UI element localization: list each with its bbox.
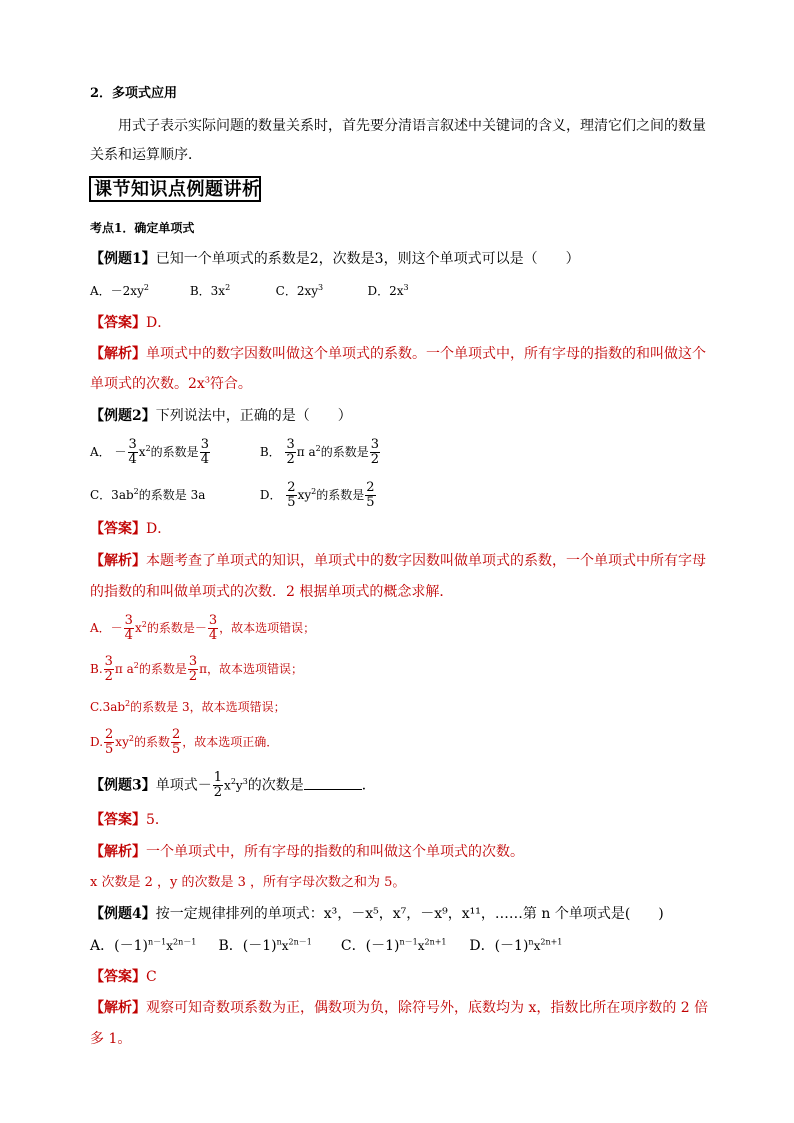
heading-polynomial-application: 2．多项式应用	[90, 86, 178, 101]
example-4-analysis-line-2: 多 1。	[90, 1031, 132, 1047]
example-1-question	[90, 249, 580, 269]
option-d: D．$2x^3$	[367, 283, 409, 298]
option-b: B．$3x^2$	[189, 283, 231, 298]
example-2-options-cd	[90, 481, 377, 510]
example-1-analysis-line-1: 【解析】单项式中的数字因数叫做这个单项式的系数。一个单项式中，所有字母的指数的和叫做这个	[90, 346, 706, 362]
example-2-tag: 【例题2】	[90, 408, 156, 424]
example-2-analysis-b: B. $\frac{3}{2}$ π $a^2$的系数是 $\frac{3}{2}$ π，故本选项错误；	[90, 654, 304, 684]
example-2-analysis-line-1: 【解析】本题考查了单项式的知识，单项式中的数字因数叫做单项式的系数，一个单项式中所有字母	[90, 553, 706, 569]
example-4-tag: 【例题4】	[90, 906, 156, 922]
example-3-analysis-line-1: 【解析】一个单项式中，所有字母的指数的和叫做这个单项式的次数。	[90, 844, 524, 860]
example-2-options-ab	[90, 438, 381, 467]
option-a: A．$(-1)^{n-1}x^{2n-1}$	[90, 937, 197, 954]
option-c: C．$3ab^2$的系数是 3a	[90, 487, 206, 502]
paragraph-line-2: 关系和运算顺序．	[90, 147, 202, 163]
example-1-analysis-line-2: 单项式的次数。$2x^3$符合。	[90, 375, 252, 392]
option-d: D． $\frac{2}{5}$ $xy^2$的系数是 $\frac{2}{5}$	[259, 480, 375, 510]
example-3-tag: 【例题3】	[90, 777, 156, 794]
example-3-answer: 【答案】5．	[90, 812, 169, 828]
example-4-analysis-line-1: 【解析】观察可知奇数项系数为正，偶数项为负，除符号外，底数均为 x，指数比所在项序数的 2 倍	[90, 1000, 709, 1016]
option-a: A．$-2xy^2$	[90, 283, 149, 298]
example-2-analysis-d: D. $\frac{2}{5}$ $xy^2$的系数 $\frac{2}{5}$ ，故本选项正确．	[90, 727, 279, 757]
option-c: C．$2xy^3$	[275, 283, 324, 298]
option-d: D．$(-1)^nx^{2n+1}$	[469, 937, 563, 954]
example-2-question: 【例题2】下列说法中，正确的是（ ）	[90, 408, 352, 424]
example-1-options	[90, 281, 409, 301]
option-b: B． $\frac{3}{2}$ π $a^2$的系数是 $\frac{3}{2}$	[259, 437, 380, 467]
example-4-question: 【例题4】按一定规律排列的单项式：x³，－x⁵，x⁷，－x⁹，x¹¹，……第 n 个单项式是( )	[90, 906, 664, 922]
option-b: B．$(-1)^nx^{2n-1}$	[218, 937, 312, 954]
example-1-text: 已知一个单项式的系数是2，次数是3，则这个单项式可以是（ ）	[155, 251, 580, 267]
example-4-answer: 【答案】C	[90, 969, 157, 985]
example-2-analysis-a: A．－ $\frac{3}{4}$ $x^2$的系数是－ $\frac{3}{4}$ ，故本选项错误；	[90, 613, 316, 643]
example-2-analysis-line-2: 的指数的和叫做单项式的次数．2 根据单项式的概念求解．	[90, 584, 454, 600]
option-a: A． － $\frac{3}{4}$ $x^2$的系数是 $\frac{3}{4}$	[90, 437, 209, 467]
example-3-question: 【例题3】单项式－ $\frac{1}{2}$ $x^2y^3$的次数是 ．	[90, 770, 376, 800]
example-2-analysis-c: $C.3ab^2$的系数是 3，故本选项错误；	[90, 699, 286, 714]
example-1-tag: 【例题1】	[90, 251, 156, 267]
example-4-options	[90, 936, 562, 956]
example-1-answer: 【答案】D．	[90, 315, 172, 331]
answer-blank[interactable]	[304, 777, 362, 790]
section-title: 课节知识点例题讲析	[94, 179, 261, 200]
example-3-analysis-line-2: x 次数是 2 ，y 的次数是 3 ，所有字母次数之和为 5。	[90, 875, 406, 890]
option-c: C．$(-1)^{n-1}x^{2n+1}$	[340, 937, 447, 954]
example-2-answer: 【答案】D．	[90, 521, 172, 537]
paragraph-line-1: 用式子表示实际问题的数量关系时，首先要分清语言叙述中关键词的含义，理清它们之间的数量	[118, 118, 706, 134]
section-title-box	[89, 176, 261, 202]
kaodian-heading: 考点1．确定单项式	[90, 221, 195, 235]
